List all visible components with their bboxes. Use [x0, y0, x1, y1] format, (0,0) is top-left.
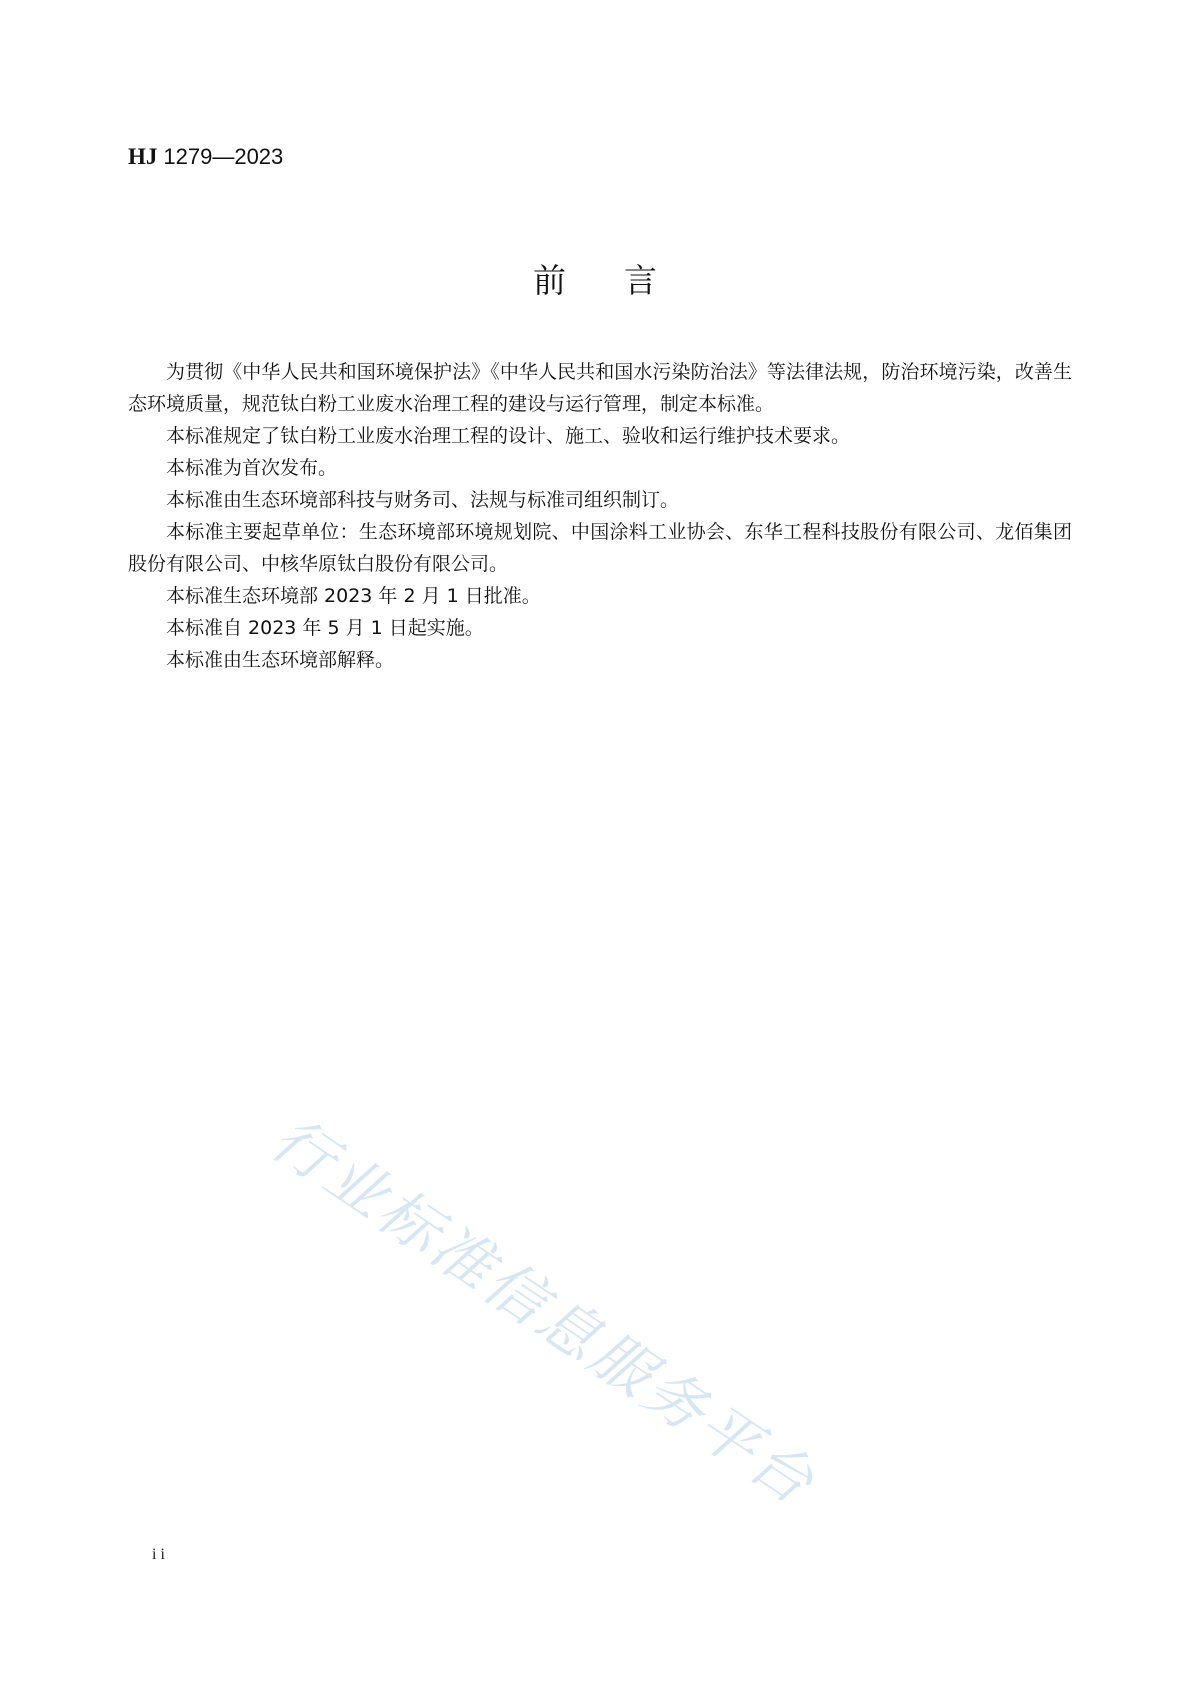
standard-code — [128, 142, 283, 173]
paragraph-scope: 本标准规定了钛白粉工业废水治理工程的设计、施工、验收和运行维护技术要求。 — [166, 425, 851, 447]
paragraph-organizer: 本标准由生态环境部科技与财务司、法规与标准司组织制订。 — [166, 489, 680, 511]
paragraph-effective-date: 本标准自 2023 年 5 月 1 日起实施。 — [166, 617, 484, 639]
foreword-body — [128, 356, 1072, 676]
standard-prefix: HJ — [128, 144, 158, 169]
watermark: 行业标准信息服务平台 — [258, 1103, 829, 1520]
page-number: ii — [152, 1546, 169, 1563]
paragraph-drafting-units: 本标准主要起草单位：生态环境部环境规划院、中国涂料工业协会、东华工程科技股份有限公司、龙佰集团股份有限公司、中核华原钛白股份有限公司。 — [128, 521, 1072, 575]
standard-number: 1279—2023 — [163, 144, 284, 169]
page-title: 前言 — [533, 261, 715, 300]
paragraph-interpretation: 本标准由生态环境部解释。 — [166, 649, 395, 671]
paragraph-approval: 本标准生态环境部 2023 年 2 月 1 日批准。 — [166, 585, 541, 607]
paragraph-first-release: 本标准为首次发布。 — [166, 457, 338, 479]
paragraph-purpose: 为贯彻《中华人民共和国环境保护法》《中华人民共和国水污染防治法》等法律法规，防治环境污染，改善生态环境质量，规范钛白粉工业废水治理工程的建设与运行管理，制定本标准。 — [128, 361, 1072, 415]
